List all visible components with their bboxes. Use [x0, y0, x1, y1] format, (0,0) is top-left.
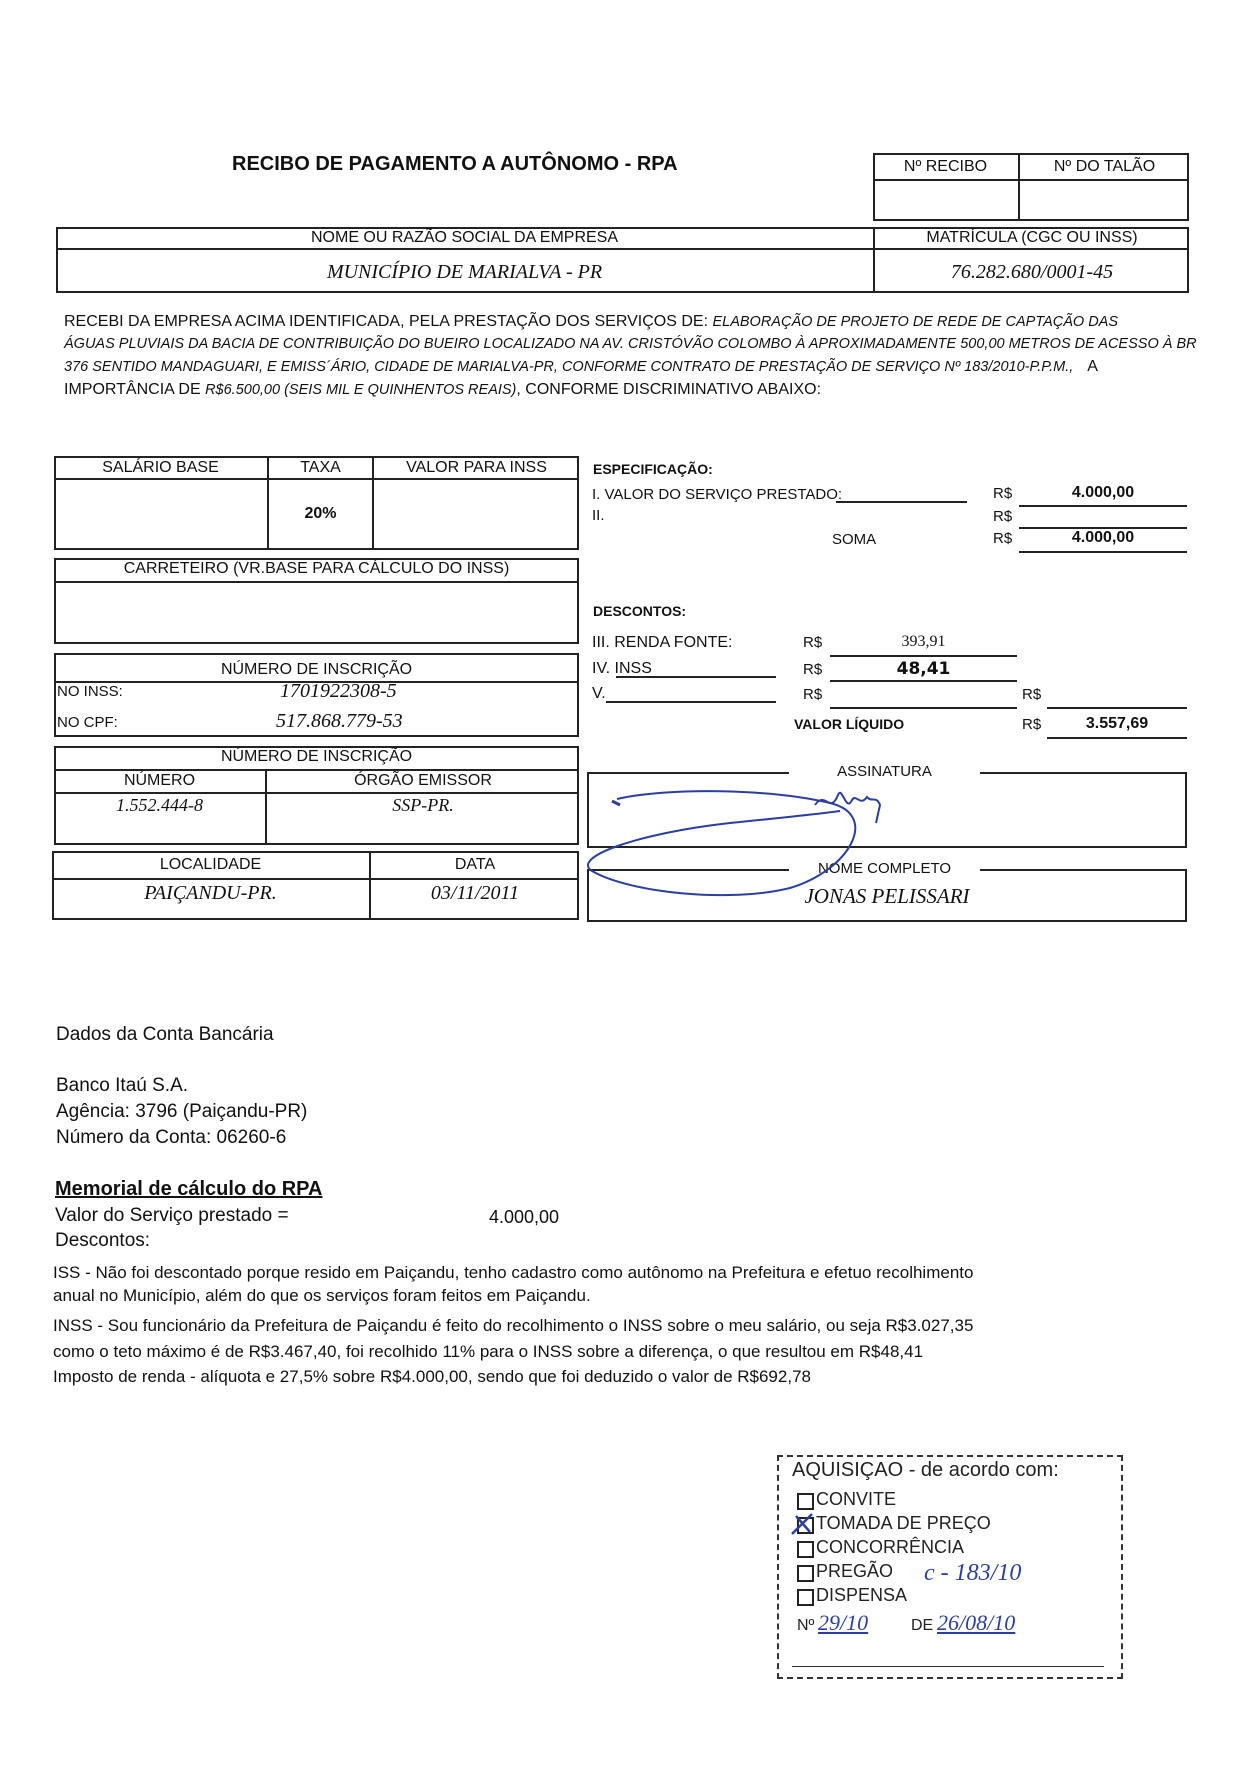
stamp-dispensa: DISPENSA — [816, 1585, 908, 1605]
soma-value: 4.000,00 — [1071, 529, 1135, 546]
stamp-date-value: 26/08/10 — [937, 1610, 1016, 1635]
declaracao-line-4: IMPORTÂNCIA DE R$6.500,00 (SEIS MIL E QUINHENTOS REAIS), CONFORME DISCRIMINATIVO ABAIXO: — [64, 381, 822, 398]
item1-label: I. VALOR DO SERVIÇO PRESTADO: — [592, 486, 843, 503]
valor-liquido-label: VALOR LÍQUIDO — [794, 716, 905, 732]
assinatura-label: ASSINATURA — [837, 763, 932, 780]
inss-value: 1701922308-5 — [280, 680, 397, 702]
empresa-nome-label: NOME OU RAZÃO SOCIAL DA EMPRESA — [310, 229, 619, 246]
cpf-label: NO CPF: — [57, 714, 118, 731]
item5-currency: R$ — [803, 686, 823, 703]
soma-currency: R$ — [993, 530, 1013, 547]
empresa-nome-value: MUNICÍPIO DE MARIALVA - PR — [326, 261, 603, 283]
liquido-currency: R$ — [1022, 716, 1042, 733]
memorial-descontos-label: Descontos: — [55, 1230, 151, 1251]
banco-agencia: Agência: 3796 (Paiçandu-PR) — [56, 1101, 308, 1122]
localidade-label: LOCALIDADE — [159, 856, 262, 873]
carreteiro-label: CARRETEIRO (VR.BASE PARA CÁLCULO DO INSS) — [123, 560, 510, 577]
salario-base-label: SALÁRIO BASE — [102, 459, 219, 476]
memorial-valor-label: Valor do Serviço prestado = — [55, 1205, 289, 1226]
item4-value: 48,41 — [896, 659, 951, 679]
stamp-title: AQUISIÇAO - de acordo com: — [792, 1459, 1059, 1481]
banco-title: Dados da Conta Bancária — [56, 1024, 274, 1045]
stamp-n-label: Nº — [797, 1617, 815, 1634]
inss-label: NO INSS: — [57, 683, 123, 700]
orgao-value: SSP-PR. — [392, 795, 454, 815]
page-title: RECIBO DE PAGAMENTO A AUTÔNOMO - RPA — [232, 153, 678, 175]
convite-checkbox — [797, 1493, 814, 1510]
item4-label: IV. INSS — [592, 660, 652, 677]
memorial-inss-line-1: INSS - Sou funcionário da Prefeitura de Paiçandu é feito do recolhimento o INSS sobre o meu salário, ou seja R$3.027,35 — [53, 1316, 974, 1335]
stamp-hand-number: c - 183/10 — [924, 1560, 1022, 1586]
cpf-value: 517.868.779-53 — [276, 710, 403, 732]
item3-label: III. RENDA FONTE: — [592, 634, 733, 651]
stamp-n-value: 29/10 — [818, 1610, 869, 1635]
item3-value: 393,91 — [901, 633, 946, 650]
declaracao-line-2: ÁGUAS PLUVIAIS DA BACIA DE CONTRIBUIÇÃO DO BUEIRO LOCALIZADO NA AV. CRISTÓVÃO COLOMBO À APROXIMADAMENTE 500,00 METROS DE ACESSO À BR — [64, 336, 1197, 352]
memorial-ir-line: Imposto de renda - alíquota e 27,5% sobre R$4.000,00, sendo que foi deduzido o valor de R$692,78 — [53, 1367, 811, 1386]
item5-currency-2: R$ — [1022, 686, 1042, 703]
talao-label: Nº DO TALÃO — [1053, 158, 1156, 175]
numero-label: NÚMERO — [123, 772, 196, 789]
banco-nome: Banco Itaú S.A. — [56, 1075, 189, 1096]
stamp-pregao: PREGÃO — [816, 1561, 894, 1581]
stamp-convite: CONVITE — [816, 1489, 897, 1509]
memorial-valor-value: 4.000,00 — [489, 1207, 560, 1227]
pregao-checkbox — [797, 1565, 814, 1582]
valor-inss-label: VALOR PARA INSS — [406, 459, 547, 476]
declaracao-line-1: RECEBI DA EMPRESA ACIMA IDENTIFICADA, PELA PRESTAÇÃO DOS SERVIÇOS DE: ELABORAÇÃO DE PROJETO DE REDE DE CAPTAÇÃO DAS — [64, 313, 1119, 330]
signature-scribble — [580, 775, 900, 905]
item5-label: V. — [592, 685, 606, 702]
item2-currency: R$ — [993, 508, 1013, 525]
taxa-value: 20% — [304, 505, 337, 522]
nome-completo-label: NOME COMPLETO — [817, 860, 952, 877]
soma-label: SOMA — [832, 531, 877, 548]
banco-conta: Número da Conta: 06260-6 — [56, 1127, 287, 1148]
memorial-title: Memorial de cálculo do RPA — [55, 1178, 323, 1200]
matricula-label: MATRÍCULA (CGC OU INSS) — [926, 229, 1138, 246]
item4-currency: R$ — [803, 661, 823, 678]
nome-completo-value: JONAS PELISSARI — [804, 884, 970, 908]
data-value: 03/11/2011 — [430, 882, 520, 904]
check-mark-icon — [788, 1510, 816, 1538]
recibo-label: Nº RECIBO — [903, 158, 988, 175]
inscricao2-title: NÚMERO DE INSCRIÇÃO — [220, 748, 413, 765]
inscricao-title: NÚMERO DE INSCRIÇÃO — [220, 661, 413, 678]
declaracao-line-3: 376 SENTIDO MANDAGUARI, E EMISS´ÁRIO, CIDADE DE MARIALVA-PR, CONFORME CONTRATO DE PRESTAÇÃO DE SERVIÇO Nº 183/2010-P.P.M., A — [64, 358, 1098, 375]
item1-value: 4.000,00 — [1071, 484, 1135, 501]
valor-liquido-value: 3.557,69 — [1085, 715, 1149, 732]
descontos-title: DESCONTOS: — [593, 603, 687, 619]
orgao-label: ÓRGÃO EMISSOR — [354, 772, 492, 789]
stamp-concorrencia: CONCORRÊNCIA — [816, 1537, 965, 1557]
data-label: DATA — [454, 856, 496, 873]
memorial-iss-line-1: ISS - Não foi descontado porque resido em Paiçandu, tenho cadastro como autônomo na Prefeitura e efetuo recolhimento — [53, 1263, 974, 1282]
item3-currency: R$ — [803, 634, 823, 651]
memorial-inss-line-2: como o teto máximo é de R$3.467,40, foi recolhido 11% para o INSS sobre a diferença, o que resultou em R$48,41 — [53, 1342, 924, 1361]
especificacao-title: ESPECIFICAÇÃO: — [593, 461, 713, 477]
stamp-tomada: TOMADA DE PREÇO — [816, 1513, 991, 1533]
taxa-label: TAXA — [300, 459, 341, 476]
concorrencia-checkbox — [797, 1541, 814, 1558]
numero-value: 1.552.444-8 — [116, 795, 203, 815]
item2-label: II. — [592, 507, 605, 524]
localidade-value: PAIÇANDU-PR. — [144, 882, 277, 904]
item1-currency: R$ — [993, 485, 1013, 502]
stamp-de-label: DE — [911, 1617, 934, 1634]
dispensa-checkbox — [797, 1589, 814, 1606]
matricula-value: 76.282.680/0001-45 — [950, 261, 1114, 283]
memorial-iss-line-2: anual no Município, além do que os serviços foram feitos em Paiçandu. — [53, 1286, 591, 1305]
